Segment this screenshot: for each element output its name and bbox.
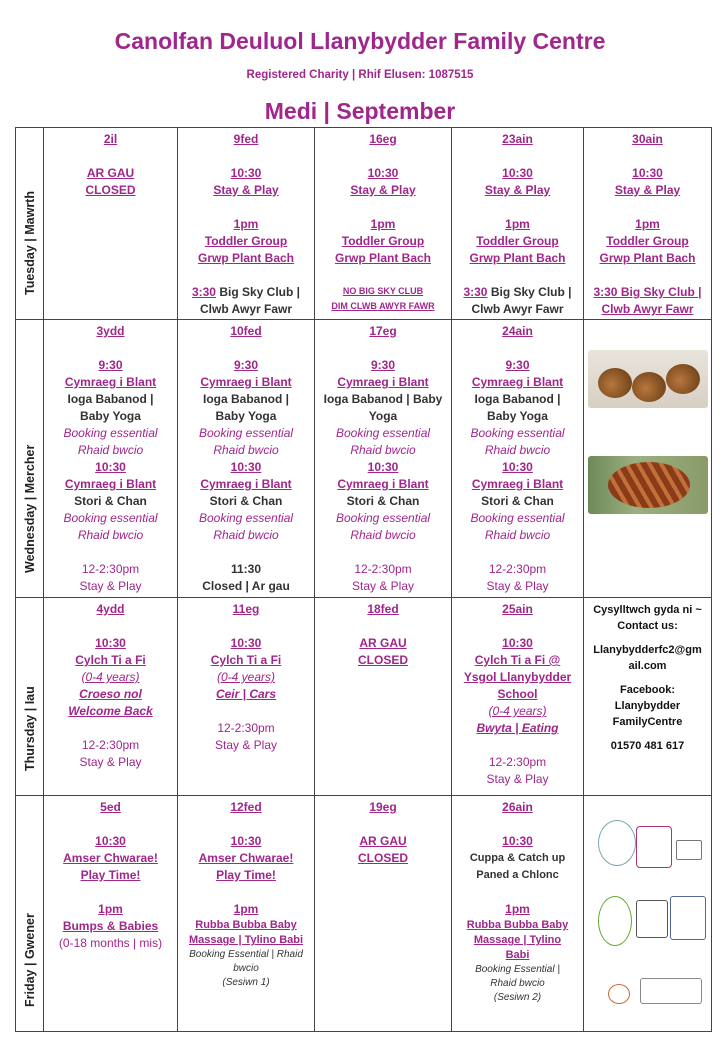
booking-note: Booking essential xyxy=(470,511,565,525)
registered-charity: Registered Charity | Rhif Elusen: 1087515 xyxy=(246,69,474,81)
sponsor-wreath-logo-icon xyxy=(598,896,632,946)
activity: Croeso nol xyxy=(79,687,142,701)
activity: Big Sky Club | xyxy=(487,285,572,299)
time: 1pm xyxy=(98,902,123,916)
date: 24ain xyxy=(502,324,533,338)
activity: Stori & Chan xyxy=(346,494,420,508)
time: 10:30 xyxy=(95,834,126,848)
contact-heading: Contact us: xyxy=(617,620,678,632)
time: 10:30 xyxy=(502,834,533,848)
activity: Massage | Tylino xyxy=(473,934,562,946)
date: 30ain xyxy=(632,132,663,146)
time: 12-2:30pm xyxy=(81,738,140,752)
time: 9:30 xyxy=(98,358,123,372)
activity: School xyxy=(497,687,538,701)
activity: Ceir | Cars xyxy=(215,687,277,701)
lottery-fund-logo-icon xyxy=(676,840,702,860)
activity: Baby Yoga xyxy=(215,409,277,423)
cell-fri-1 xyxy=(44,796,178,1032)
booking-note: Rhaid bwcio xyxy=(490,978,545,989)
activity: Stay & Play xyxy=(213,183,279,197)
time: 1pm xyxy=(505,217,530,231)
sponsor-small-logo-icon xyxy=(608,984,630,1004)
date: 3ydd xyxy=(96,324,125,338)
activity: Toddler Group xyxy=(606,234,689,248)
time: 10:30 xyxy=(632,166,663,180)
page-title: Canolfan Deuluol Llanybydder Family Centre xyxy=(114,28,606,54)
activity: Toddler Group xyxy=(204,234,288,248)
cell-fri-3 xyxy=(315,796,452,1032)
time: 12-2:30pm xyxy=(354,562,412,576)
day-label-friday: Friday | Gwener xyxy=(16,796,44,1032)
time: 10:30 xyxy=(230,460,262,474)
cell-wed-4 xyxy=(452,320,584,598)
activity: Cymraeg i Blant xyxy=(200,375,292,389)
booking-note: Booking essential xyxy=(335,426,431,440)
booking-note: Booking essential xyxy=(198,426,294,440)
time: 1pm xyxy=(233,217,259,231)
activity: Stori & Chan xyxy=(209,494,283,508)
activity: Closed | Ar gau xyxy=(202,579,290,593)
time: 9:30 xyxy=(233,358,259,372)
time: 10:30 xyxy=(502,636,533,650)
age-range: (0-4 years) xyxy=(216,670,275,684)
activity: Rubba Bubba Baby xyxy=(466,919,569,931)
facebook-page[interactable]: FamilyCentre xyxy=(612,716,683,728)
activity: Grwp Plant Bach xyxy=(197,251,295,265)
time: 11:30 xyxy=(230,562,262,576)
closed-label: AR GAU xyxy=(359,636,407,650)
month-title: Medi | September xyxy=(264,98,456,124)
closed-label: AR GAU xyxy=(86,166,135,180)
activity: Stay & Play xyxy=(79,755,142,769)
activity: Welcome Back xyxy=(68,704,153,718)
booking-note: Rhaid bwcio xyxy=(484,443,551,457)
time: 12-2:30pm xyxy=(488,755,547,769)
closed-label: AR GAU xyxy=(359,834,407,848)
activity: Ioga Babanod | Baby xyxy=(323,392,443,406)
facebook-page[interactable]: Llanybydder xyxy=(614,700,681,712)
activity: Amser Chwarae! xyxy=(198,851,294,865)
friday-row xyxy=(16,796,712,1032)
cell-fri-4 xyxy=(452,796,584,1032)
cell-thu-1 xyxy=(44,598,178,796)
closed-label: CLOSED xyxy=(357,653,408,667)
activity: Paned a Chlonc xyxy=(476,869,559,881)
date: 10fed xyxy=(230,324,262,338)
booking-note: bwcio xyxy=(233,963,259,974)
closed-label: CLOSED xyxy=(85,183,136,197)
booking-note: Booking essential xyxy=(63,511,158,525)
sponsor-charity-logo-icon xyxy=(640,978,702,1004)
booking-note: Rhaid bwcio xyxy=(77,528,144,542)
date: 17eg xyxy=(369,324,397,338)
time: 12-2:30pm xyxy=(217,721,275,735)
activity: Ysgol Llanybydder xyxy=(463,670,572,684)
community-fund-logo-icon xyxy=(636,826,672,868)
facebook-label: Facebook: xyxy=(619,684,675,696)
schedule-table xyxy=(15,127,712,1032)
activity: Toddler Group xyxy=(476,234,559,248)
activity: Clwb Awyr Fawr xyxy=(601,302,694,316)
age-range: (0-18 months | mis) xyxy=(58,936,163,950)
booking-note: Booking essential xyxy=(335,511,431,525)
time: 9:30 xyxy=(370,358,396,372)
date: 4ydd xyxy=(96,602,125,616)
contact-heading: Cysylltwch gyda ni ~ xyxy=(593,604,702,616)
activity: Stori & Chan xyxy=(74,494,147,508)
date: 2il xyxy=(103,132,118,146)
activity: Stay & Play xyxy=(79,579,142,593)
booking-note: Booking essential xyxy=(470,426,565,440)
contact-phone[interactable]: 01570 481 617 xyxy=(610,740,685,752)
activity: Cuppa & Catch up xyxy=(469,852,566,864)
time: 9:30 xyxy=(505,358,530,372)
activity: Cymraeg i Blant xyxy=(471,375,564,389)
session-note: (Sesiwn 1) xyxy=(222,977,270,988)
activity: Big Sky Club | xyxy=(617,285,702,299)
time: 3:30 xyxy=(463,285,488,299)
wednesday-row xyxy=(16,320,712,598)
activity: Clwb Awyr Fawr xyxy=(199,302,293,316)
activity: Cylch Ti a Fi @ xyxy=(474,653,561,667)
activity: Cymraeg i Blant xyxy=(471,477,564,491)
time: 10:30 xyxy=(95,460,126,474)
time: 10:30 xyxy=(95,636,126,650)
closed-label: CLOSED xyxy=(357,851,408,865)
day-label-wednesday: Wednesday | Mercher xyxy=(16,320,44,598)
date: 12fed xyxy=(230,800,262,814)
activity: Cymraeg i Blant xyxy=(337,477,429,491)
activity: Stori & Chan xyxy=(481,494,554,508)
activity: Massage | Tylino Babi xyxy=(188,934,304,946)
time: 12-2:30pm xyxy=(81,562,140,576)
cell-sponsor-logos xyxy=(584,796,712,1032)
booking-note: Rhaid bwcio xyxy=(350,528,416,542)
date: 18fed xyxy=(367,602,399,616)
activity: Grwp Plant Bach xyxy=(334,251,432,265)
booking-note: Rhaid bwcio xyxy=(213,443,279,457)
time: 1pm xyxy=(505,902,530,916)
booking-note: Rhaid bwcio xyxy=(350,443,416,457)
booking-note: Booking Essential | xyxy=(475,964,560,975)
cell-thu-3 xyxy=(315,598,452,796)
time: 10:30 xyxy=(502,166,533,180)
activity: Stay & Play xyxy=(351,579,415,593)
day-label-tuesday: Tuesday | Mawrth xyxy=(16,128,44,320)
activity: Grwp Plant Bach xyxy=(469,251,566,265)
booking-note: Booking Essential | Rhaid xyxy=(189,949,303,960)
age-range: (0-4 years) xyxy=(488,704,547,718)
activity: Stay & Play xyxy=(486,579,549,593)
activity: Cymraeg i Blant xyxy=(64,375,157,389)
activity: Cylch Ti a Fi xyxy=(75,653,146,667)
sponsor-logo-icon xyxy=(598,820,636,866)
time: 10:30 xyxy=(502,460,533,474)
date: 19eg xyxy=(369,800,397,814)
time: 3:30 xyxy=(191,285,216,299)
time: 1pm xyxy=(233,902,259,916)
contact-email[interactable]: ail.com xyxy=(628,660,667,672)
booking-note: Rhaid bwcio xyxy=(77,443,144,457)
activity: Bumps & Babies xyxy=(62,919,159,933)
activity: Ioga Babanod | xyxy=(67,392,154,406)
time: 3:30 xyxy=(593,285,618,299)
activity: Cymraeg i Blant xyxy=(337,375,429,389)
cell-tue-1 xyxy=(44,128,178,320)
activity: Toddler Group xyxy=(341,234,425,248)
activity: Cymraeg i Blant xyxy=(64,477,157,491)
time: 1pm xyxy=(370,217,396,231)
activity: Amser Chwarae! xyxy=(63,851,158,865)
notice: DIM CLWB AWYR FAWR xyxy=(331,301,435,311)
date: 11eg xyxy=(232,602,260,616)
activity: Stay & Play xyxy=(350,183,416,197)
time: 12-2:30pm xyxy=(488,562,547,576)
time: 10:30 xyxy=(230,834,262,848)
activity: Baby Yoga xyxy=(487,409,548,423)
cell-tue-3 xyxy=(315,128,452,320)
cell-wed-1 xyxy=(44,320,178,598)
booking-note: Booking essential xyxy=(63,426,158,440)
activity: Ioga Babanod | xyxy=(474,392,561,406)
date: 23ain xyxy=(502,132,533,146)
activity: Play Time! xyxy=(216,868,276,882)
session-note: (Sesiwn 2) xyxy=(493,992,542,1003)
pinecone-image xyxy=(588,456,708,514)
activity: Stay & Play xyxy=(614,183,681,197)
activity: Yoga xyxy=(368,409,398,423)
activity: Stay & Play xyxy=(214,738,278,752)
cell-wed-3 xyxy=(315,320,452,598)
activity: Babi xyxy=(505,949,530,961)
cell-wed-images xyxy=(584,320,712,598)
activity: Big Sky Club | xyxy=(215,285,301,299)
cell-tue-4 xyxy=(452,128,584,320)
date: 16eg xyxy=(369,132,397,146)
cell-thu-2 xyxy=(178,598,315,796)
date: 5ed xyxy=(100,800,121,814)
activity: Grwp Plant Bach xyxy=(599,251,696,265)
cell-tue-2 xyxy=(178,128,315,320)
activity: Baby Yoga xyxy=(80,409,141,423)
cell-thu-4 xyxy=(452,598,584,796)
activity: Ioga Babanod | xyxy=(202,392,290,406)
time: 10:30 xyxy=(367,460,399,474)
booking-note: Rhaid bwcio xyxy=(213,528,279,542)
notice: NO BIG SKY CLUB xyxy=(342,286,424,296)
activity: Stay & Play xyxy=(486,772,549,786)
hazelnuts-image xyxy=(588,350,708,408)
booking-note: Rhaid bwcio xyxy=(484,528,551,542)
activity: Rubba Bubba Baby xyxy=(195,919,297,931)
time: 10:30 xyxy=(230,636,262,650)
time: 10:30 xyxy=(367,166,399,180)
garfield-weston-logo-icon xyxy=(670,896,706,940)
time: 10:30 xyxy=(230,166,262,180)
date: 9fed xyxy=(233,132,259,146)
activity: Clwb Awyr Fawr xyxy=(471,302,564,316)
activity: Bwyta | Eating xyxy=(476,721,559,735)
activity: Cylch Ti a Fi xyxy=(210,653,282,667)
cell-fri-2 xyxy=(178,796,315,1032)
time: 1pm xyxy=(635,217,660,231)
activity: Cymraeg i Blant xyxy=(200,477,292,491)
thursday-row xyxy=(16,598,712,796)
activity: Play Time! xyxy=(80,868,141,882)
cell-wed-2 xyxy=(178,320,315,598)
welsh-government-logo-icon xyxy=(636,900,668,938)
cell-tue-5 xyxy=(584,128,712,320)
age-range: (0-4 years) xyxy=(81,670,140,684)
tuesday-row xyxy=(16,128,712,320)
activity: Stay & Play xyxy=(484,183,551,197)
date: 26ain xyxy=(502,800,533,814)
date: 25ain xyxy=(502,602,533,616)
contact-email[interactable]: Llanybydderfc2@gm xyxy=(593,644,702,656)
cell-contact xyxy=(584,598,712,796)
day-label-thursday: Thursday | Iau xyxy=(16,598,44,796)
booking-note: Booking essential xyxy=(198,511,294,525)
